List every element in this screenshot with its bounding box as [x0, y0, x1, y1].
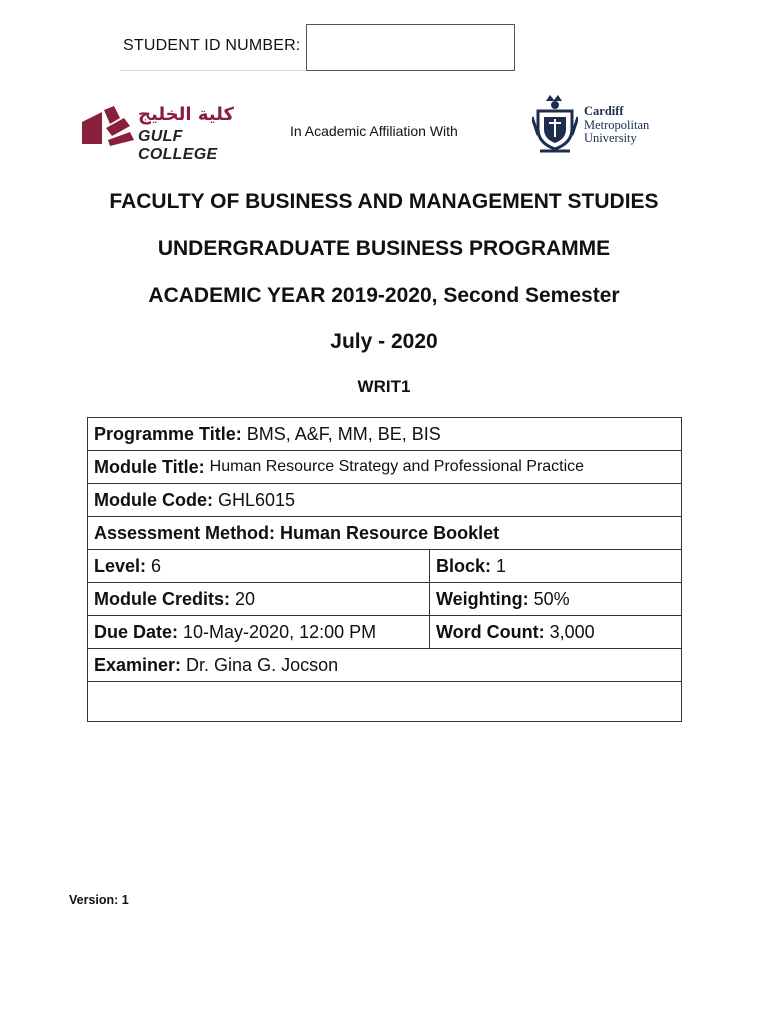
programme-title-value: BMS, A&F, MM, BE, BIS	[246, 423, 441, 444]
module-title-value: Human Resource Strategy and Professional Practice	[209, 458, 585, 475]
weighting-value: 50%	[533, 588, 570, 609]
assessment-method-cell	[88, 517, 681, 549]
word-count-label: Word Count:	[436, 621, 545, 642]
module-credits-label: Module Credits:	[94, 588, 231, 609]
module-credits-value: 20	[235, 588, 256, 609]
block-cell	[430, 550, 681, 582]
module-code-cell	[88, 484, 681, 516]
table-row-module-title	[88, 451, 681, 484]
module-code-value: GHL6015	[218, 489, 296, 510]
gulf-college-arabic-name: كلية الخليج	[138, 104, 234, 125]
date-heading: July - 2020	[330, 330, 438, 353]
examiner-cell	[88, 649, 681, 681]
blank-cell	[88, 682, 681, 721]
cardiff-met-name	[584, 105, 649, 146]
module-title-cell	[88, 451, 681, 483]
module-code-label: Module Code:	[94, 489, 213, 510]
table-row-module-code	[88, 484, 681, 517]
due-date-cell	[88, 616, 430, 648]
programme-title-label: Programme Title:	[94, 423, 242, 444]
table-row-level-block	[88, 550, 681, 583]
level-value: 6	[151, 555, 162, 576]
crest-icon	[532, 95, 578, 155]
weighting-cell	[430, 583, 681, 615]
cardiff-line-1: Cardiff	[584, 104, 624, 118]
word-count-value: 3,000	[549, 621, 595, 642]
word-count-cell	[430, 616, 681, 648]
weighting-label: Weighting:	[436, 588, 529, 609]
due-date-label: Due Date:	[94, 621, 179, 642]
cardiff-line-2: Metropolitan	[584, 117, 650, 132]
cardiff-met-logo	[532, 95, 672, 157]
table-row-programme-title	[88, 418, 681, 451]
assessment-code-heading: WRIT1	[357, 377, 411, 396]
version-label: Version: 1	[69, 893, 129, 907]
student-id-underline	[120, 70, 306, 71]
examiner-label: Examiner:	[94, 654, 182, 675]
table-row-assessment-method	[88, 517, 681, 550]
faculty-heading: FACULTY OF BUSINESS AND MANAGEMENT STUDIES	[109, 190, 659, 213]
block-value: 1	[496, 555, 507, 576]
affiliation-text: In Academic Affiliation With	[290, 123, 458, 139]
module-credits-cell	[88, 583, 430, 615]
gulf-college-logo	[80, 104, 260, 163]
examiner-value: Dr. Gina G. Jocson	[186, 654, 339, 675]
assessment-method-label: Assessment Method: Human Resource Booklet	[94, 522, 500, 543]
module-info-table	[87, 417, 682, 722]
student-id-section	[120, 24, 515, 71]
table-row-due-date-word-count	[88, 616, 681, 649]
programme-title-cell	[88, 418, 681, 450]
level-cell	[88, 550, 430, 582]
table-row-examiner	[88, 649, 681, 682]
programme-heading: UNDERGRADUATE BUSINESS PROGRAMME	[157, 237, 611, 260]
block-label: Block:	[436, 555, 492, 576]
student-id-field[interactable]	[306, 24, 515, 71]
table-row-blank	[88, 682, 681, 721]
cardiff-line-3: University	[584, 131, 637, 145]
level-label: Level:	[94, 555, 147, 576]
academic-year-heading: ACADEMIC YEAR 2019-2020, Second Semester	[148, 284, 620, 307]
table-row-credits-weighting	[88, 583, 681, 616]
student-id-label: STUDENT ID NUMBER:	[123, 37, 301, 54]
gulf-college-name: GULF COLLEGE	[138, 128, 218, 163]
due-date-value: 10-May-2020, 12:00 PM	[183, 621, 377, 642]
gulf-college-mark-icon	[80, 104, 136, 148]
module-title-label: Module Title:	[94, 456, 205, 477]
